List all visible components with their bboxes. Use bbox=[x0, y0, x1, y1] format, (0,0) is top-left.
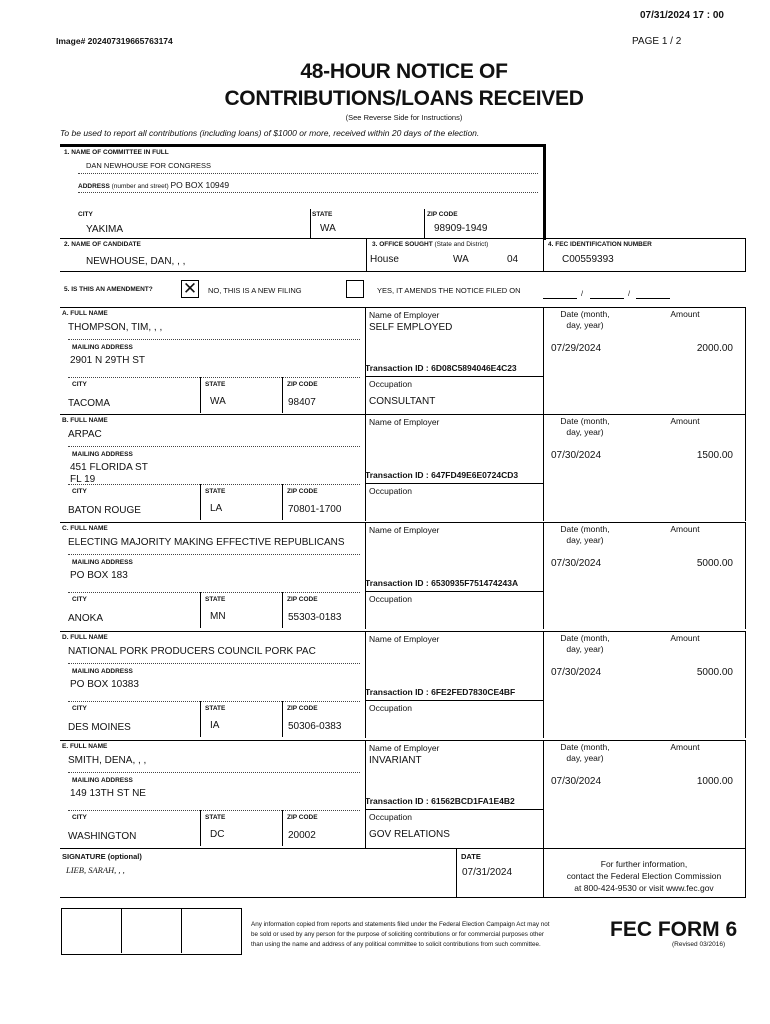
entry-right-border bbox=[745, 522, 746, 629]
contributor-address: 2901 N 29TH ST bbox=[70, 355, 146, 366]
contributor-zip: 20002 bbox=[288, 830, 316, 841]
entry-occupation-border bbox=[365, 376, 543, 377]
entry-state-label: STATE bbox=[205, 814, 226, 821]
entry-name-line bbox=[68, 663, 360, 664]
transaction-id bbox=[365, 470, 543, 480]
timestamp: 07/31/2024 17 : 00 bbox=[640, 10, 724, 21]
signature-bottom-border bbox=[60, 897, 746, 898]
entry-state-divider bbox=[282, 592, 283, 628]
entry-date-label: Date (month, day, year) bbox=[560, 309, 610, 330]
amended-date-day-line bbox=[590, 298, 624, 299]
entry-full-name-label: E. FULL NAME bbox=[62, 743, 108, 750]
instructions: To be used to report all contributions (including loans) of $1000 or more, received within 20 days of the election. bbox=[60, 128, 480, 138]
committee-name-line bbox=[78, 173, 538, 174]
entry-mailing-label: MAILING ADDRESS bbox=[72, 559, 133, 566]
committee-state: WA bbox=[320, 223, 336, 234]
candidate-divider bbox=[366, 238, 367, 272]
amendment-yes-label: YES, IT AMENDS THE NOTICE FILED ON bbox=[377, 286, 521, 295]
entry-top-border bbox=[60, 414, 746, 415]
entry-state-divider bbox=[282, 810, 283, 846]
transaction-id-value: 647FD49E6E0724CD3 bbox=[431, 470, 519, 480]
contributor-state: IA bbox=[210, 720, 220, 731]
entry-mailing-label: MAILING ADDRESS bbox=[72, 344, 133, 351]
contributor-occupation: GOV RELATIONS bbox=[369, 829, 450, 840]
form-title-line1: 48-HOUR NOTICE OF bbox=[300, 60, 508, 83]
entry-address-line bbox=[68, 810, 360, 811]
contributor-address-line2: FL 19 bbox=[70, 474, 96, 485]
fec-contact-line3: at 800-424-9530 or visit www.fec.gov bbox=[574, 883, 714, 893]
committee-name-label: 1. NAME OF COMMITTEE IN FULL bbox=[64, 149, 169, 156]
committee-city: YAKIMA bbox=[86, 224, 124, 235]
entry-full-name-label: D. FULL NAME bbox=[62, 634, 108, 641]
contributor-name: ELECTING MAJORITY MAKING EFFECTIVE REPUBLICANS bbox=[68, 537, 345, 548]
entry-occupation-label: Occupation bbox=[369, 379, 412, 389]
transaction-id-label: Transaction ID : bbox=[365, 578, 432, 588]
transaction-id-value: 61562BCD1FA1E4B2 bbox=[431, 796, 515, 806]
signature-info-divider bbox=[543, 848, 544, 898]
entry-city-divider bbox=[200, 484, 201, 520]
transaction-id bbox=[365, 687, 543, 697]
committee-state-label: STATE bbox=[312, 211, 333, 218]
entry-date-label: Date (month, day, year) bbox=[560, 633, 610, 654]
entry-top-border bbox=[60, 740, 746, 741]
fec-id: C00559393 bbox=[562, 254, 614, 265]
amendment-no-checkbox[interactable]: ✕ bbox=[182, 279, 198, 298]
form-name: FEC FORM 6 bbox=[610, 918, 738, 941]
entry-employer-divider bbox=[365, 522, 366, 629]
entry-date-divider bbox=[543, 740, 544, 848]
entry-employer-divider bbox=[365, 307, 366, 414]
contributor-city: BATON ROUGE bbox=[68, 505, 141, 516]
contributor-city: DES MOINES bbox=[68, 722, 131, 733]
amended-date-slash-2: / bbox=[628, 289, 631, 298]
committee-zip: 98909-1949 bbox=[434, 223, 488, 234]
entry-amount-label: Amount bbox=[670, 524, 700, 534]
contribution-date: 07/30/2024 bbox=[551, 558, 602, 569]
transaction-id bbox=[365, 578, 543, 588]
amended-date-year-line bbox=[636, 298, 670, 299]
amendment-no-label: NO, THIS IS A NEW FILING bbox=[208, 286, 302, 295]
entry-mailing-label: MAILING ADDRESS bbox=[72, 668, 133, 675]
transaction-id bbox=[365, 796, 543, 806]
entry-right-border bbox=[745, 740, 746, 848]
contributor-zip: 98407 bbox=[288, 397, 316, 408]
entry-date-divider bbox=[543, 414, 544, 521]
form-title-line2: CONTRIBUTIONS/LOANS RECEIVED bbox=[224, 87, 584, 110]
entry-occupation-label: Occupation bbox=[369, 703, 412, 713]
entry-name-line bbox=[68, 554, 360, 555]
committee-name: DAN NEWHOUSE FOR CONGRESS bbox=[86, 161, 212, 170]
entry-occupation-border bbox=[365, 591, 543, 592]
contributor-city: TACOMA bbox=[68, 398, 111, 409]
entry-amount-label: Amount bbox=[670, 633, 700, 643]
entry-city-divider bbox=[200, 810, 201, 846]
transaction-id-label: Transaction ID : bbox=[365, 470, 432, 480]
contributor-name: SMITH, DENA, , , bbox=[68, 755, 147, 766]
signature-date-divider bbox=[456, 848, 457, 898]
fec-contact-info bbox=[548, 858, 740, 894]
office-sought: House bbox=[370, 254, 399, 265]
fec-id-right-border bbox=[745, 238, 746, 272]
committee-city-label: CITY bbox=[78, 211, 93, 218]
office-district: 04 bbox=[507, 254, 519, 265]
entry-city-label: CITY bbox=[72, 488, 87, 495]
entry-date-divider bbox=[543, 631, 544, 738]
candidate-name-label: 2. NAME OF CANDIDATE bbox=[64, 241, 141, 248]
entry-city-divider bbox=[200, 701, 201, 737]
contribution-amount: 2000.00 bbox=[696, 343, 733, 354]
entry-city-label: CITY bbox=[72, 814, 87, 821]
entry-date-label: Date (month, day, year) bbox=[560, 416, 610, 437]
entry-amount-label: Amount bbox=[670, 309, 700, 319]
committee-bottom-border bbox=[60, 238, 746, 239]
entry-occupation-label: Occupation bbox=[369, 812, 412, 822]
entry-occupation-label: Occupation bbox=[369, 486, 412, 496]
entry-zip-label: ZIP CODE bbox=[287, 814, 318, 821]
entry-amount-label: Amount bbox=[670, 742, 700, 752]
entry-occupation-border bbox=[365, 483, 543, 484]
entry-full-name-label: B. FULL NAME bbox=[62, 417, 108, 424]
entry-date-divider bbox=[543, 307, 544, 414]
committee-zip-label: ZIP CODE bbox=[427, 211, 458, 218]
fec-contact-line2: contact the Federal Election Commission bbox=[566, 871, 722, 881]
contribution-amount: 1000.00 bbox=[696, 776, 733, 787]
entry-city-label: CITY bbox=[72, 381, 87, 388]
transaction-id-label: Transaction ID : bbox=[365, 687, 432, 697]
entry-zip-label: ZIP CODE bbox=[287, 381, 318, 388]
entry-city-divider bbox=[200, 377, 201, 413]
contributor-state: WA bbox=[210, 396, 226, 407]
contributor-state: LA bbox=[210, 503, 223, 514]
entry-mailing-label: MAILING ADDRESS bbox=[72, 451, 133, 458]
contribution-date: 07/29/2024 bbox=[551, 343, 602, 354]
entry-mailing-label: MAILING ADDRESS bbox=[72, 777, 133, 784]
contributor-state: DC bbox=[210, 829, 225, 840]
entry-occupation-border bbox=[365, 700, 543, 701]
entry-state-label: STATE bbox=[205, 381, 226, 388]
amended-date-month-line bbox=[543, 298, 577, 299]
see-reverse-note: (See Reverse Side for Instructions) bbox=[345, 113, 463, 122]
entry-amount-label: Amount bbox=[670, 416, 700, 426]
candidate-bottom-border bbox=[60, 271, 746, 272]
entry-employer-label: Name of Employer bbox=[369, 634, 440, 644]
contributor-employer: SELF EMPLOYED bbox=[369, 322, 453, 333]
amendment-label: 5. IS THIS AN AMENDMENT? bbox=[64, 286, 153, 293]
entry-top-border bbox=[60, 307, 746, 308]
committee-right-border bbox=[543, 144, 546, 240]
committee-top-border bbox=[60, 144, 545, 147]
transaction-id bbox=[365, 363, 543, 373]
entry-employer-divider bbox=[365, 740, 366, 848]
office-use-divider-2 bbox=[181, 909, 182, 953]
contributor-address: PO BOX 183 bbox=[70, 570, 128, 581]
entry-employer-label: Name of Employer bbox=[369, 417, 440, 427]
contributor-state: MN bbox=[210, 611, 226, 622]
entry-full-name-label: C. FULL NAME bbox=[62, 525, 108, 532]
contributor-address: 149 13TH ST NE bbox=[70, 788, 146, 799]
office-use-boxes bbox=[61, 908, 242, 955]
fec-id-divider bbox=[543, 238, 544, 272]
office-use-divider-1 bbox=[121, 909, 122, 953]
contribution-date: 07/30/2024 bbox=[551, 450, 602, 461]
signature-signer: LIEB, SARAH, , , bbox=[66, 865, 125, 875]
transaction-id-label: Transaction ID : bbox=[365, 796, 432, 806]
transaction-id-value: 6FE2FED7830CE4BF bbox=[431, 687, 516, 697]
signature-label: SIGNATURE (optional) bbox=[62, 852, 142, 861]
disclaimer-line1: Any information copied from reports and statements filed under the Federal Election Campaign Act may not bbox=[251, 921, 550, 928]
contributor-address: 451 FLORIDA ST bbox=[70, 462, 148, 473]
image-number: Image# 202407319665763174 bbox=[56, 36, 173, 46]
disclaimer-line2: be sold or used by any person for the purpose of soliciting contributions or for commercial purposes other bbox=[251, 931, 544, 938]
amendment-yes-checkbox[interactable] bbox=[346, 280, 364, 298]
contributor-city: ANOKA bbox=[68, 613, 104, 624]
contributor-name: ARPAC bbox=[68, 429, 102, 440]
entry-address-line bbox=[68, 484, 360, 485]
entry-name-line bbox=[68, 339, 360, 340]
signature-date-label: DATE bbox=[461, 852, 481, 861]
contributor-zip: 55303-0183 bbox=[288, 612, 342, 623]
entry-employer-divider bbox=[365, 414, 366, 521]
signature-top-border bbox=[60, 848, 746, 849]
contributor-zip: 70801-1700 bbox=[288, 504, 342, 515]
contributor-city: WASHINGTON bbox=[68, 831, 137, 842]
disclaimer-line3: than using the name and address of any political committee to solicit contributions from such committee. bbox=[251, 941, 541, 948]
entry-employer-label: Name of Employer bbox=[369, 310, 440, 320]
signature-date: 07/31/2024 bbox=[462, 867, 513, 878]
committee-address-line bbox=[78, 192, 538, 193]
entry-city-label: CITY bbox=[72, 705, 87, 712]
signature-right-border bbox=[745, 848, 746, 898]
transaction-id-label: Transaction ID : bbox=[365, 363, 432, 373]
entry-right-border bbox=[745, 631, 746, 738]
entry-state-label: STATE bbox=[205, 596, 226, 603]
entry-zip-label: ZIP CODE bbox=[287, 596, 318, 603]
contribution-amount: 5000.00 bbox=[696, 667, 733, 678]
entry-top-border bbox=[60, 631, 746, 632]
entry-right-border bbox=[745, 414, 746, 521]
entry-state-divider bbox=[282, 701, 283, 737]
committee-state-divider bbox=[424, 209, 425, 239]
office-state: WA bbox=[453, 254, 469, 265]
contributor-name: THOMPSON, TIM, , , bbox=[68, 322, 163, 333]
candidate-name: NEWHOUSE, DAN, , , bbox=[86, 256, 186, 267]
entry-city-divider bbox=[200, 592, 201, 628]
contribution-date: 07/30/2024 bbox=[551, 667, 602, 678]
amended-date-slash-1: / bbox=[581, 289, 584, 298]
contributor-employer: INVARIANT bbox=[369, 755, 422, 766]
entry-zip-label: ZIP CODE bbox=[287, 488, 318, 495]
entry-date-divider bbox=[543, 522, 544, 629]
entry-occupation-label: Occupation bbox=[369, 594, 412, 604]
entry-right-border bbox=[745, 307, 746, 414]
entry-employer-label: Name of Employer bbox=[369, 743, 440, 753]
entry-address-line bbox=[68, 701, 360, 702]
fec-id-label: 4. FEC IDENTIFICATION NUMBER bbox=[548, 241, 652, 248]
entry-occupation-border bbox=[365, 809, 543, 810]
contribution-amount: 5000.00 bbox=[696, 558, 733, 569]
committee-address-label: ADDRESS (number and street) PO BOX 10949 bbox=[78, 180, 230, 190]
contribution-date: 07/30/2024 bbox=[551, 776, 602, 787]
usage-disclaimer bbox=[251, 920, 607, 950]
entry-date-label: Date (month, day, year) bbox=[560, 742, 610, 763]
entry-zip-label: ZIP CODE bbox=[287, 705, 318, 712]
contributor-name: NATIONAL PORK PRODUCERS COUNCIL PORK PAC bbox=[68, 646, 316, 657]
contributor-zip: 50306-0383 bbox=[288, 721, 342, 732]
entry-state-label: STATE bbox=[205, 488, 226, 495]
contributor-address: PO BOX 10383 bbox=[70, 679, 139, 690]
entry-address-line bbox=[68, 377, 360, 378]
entry-full-name-label: A. FULL NAME bbox=[62, 310, 108, 317]
entry-top-border bbox=[60, 522, 746, 523]
contributor-occupation: CONSULTANT bbox=[369, 396, 436, 407]
transaction-id-value: 6530935F751474243A bbox=[431, 578, 519, 588]
transaction-id-value: 6D08C5894046E4C23 bbox=[431, 363, 517, 373]
entry-date-label: Date (month, day, year) bbox=[560, 524, 610, 545]
entry-employer-label: Name of Employer bbox=[369, 525, 440, 535]
entry-name-line bbox=[68, 446, 360, 447]
entry-state-divider bbox=[282, 377, 283, 413]
entry-state-divider bbox=[282, 484, 283, 520]
committee-city-divider bbox=[310, 209, 311, 239]
page-number: PAGE 1 / 2 bbox=[632, 36, 682, 47]
contribution-amount: 1500.00 bbox=[696, 450, 733, 461]
entry-address-line bbox=[68, 592, 360, 593]
office-sought-label: 3. OFFICE SOUGHT (State and District) bbox=[372, 241, 489, 248]
fec-contact-line1: For further information, bbox=[600, 859, 688, 869]
committee-address: PO BOX 10949 bbox=[170, 180, 230, 190]
form-revision: (Revised 03/2016) bbox=[672, 941, 726, 948]
entry-name-line bbox=[68, 772, 360, 773]
entry-employer-divider bbox=[365, 631, 366, 738]
entry-city-label: CITY bbox=[72, 596, 87, 603]
entry-state-label: STATE bbox=[205, 705, 226, 712]
